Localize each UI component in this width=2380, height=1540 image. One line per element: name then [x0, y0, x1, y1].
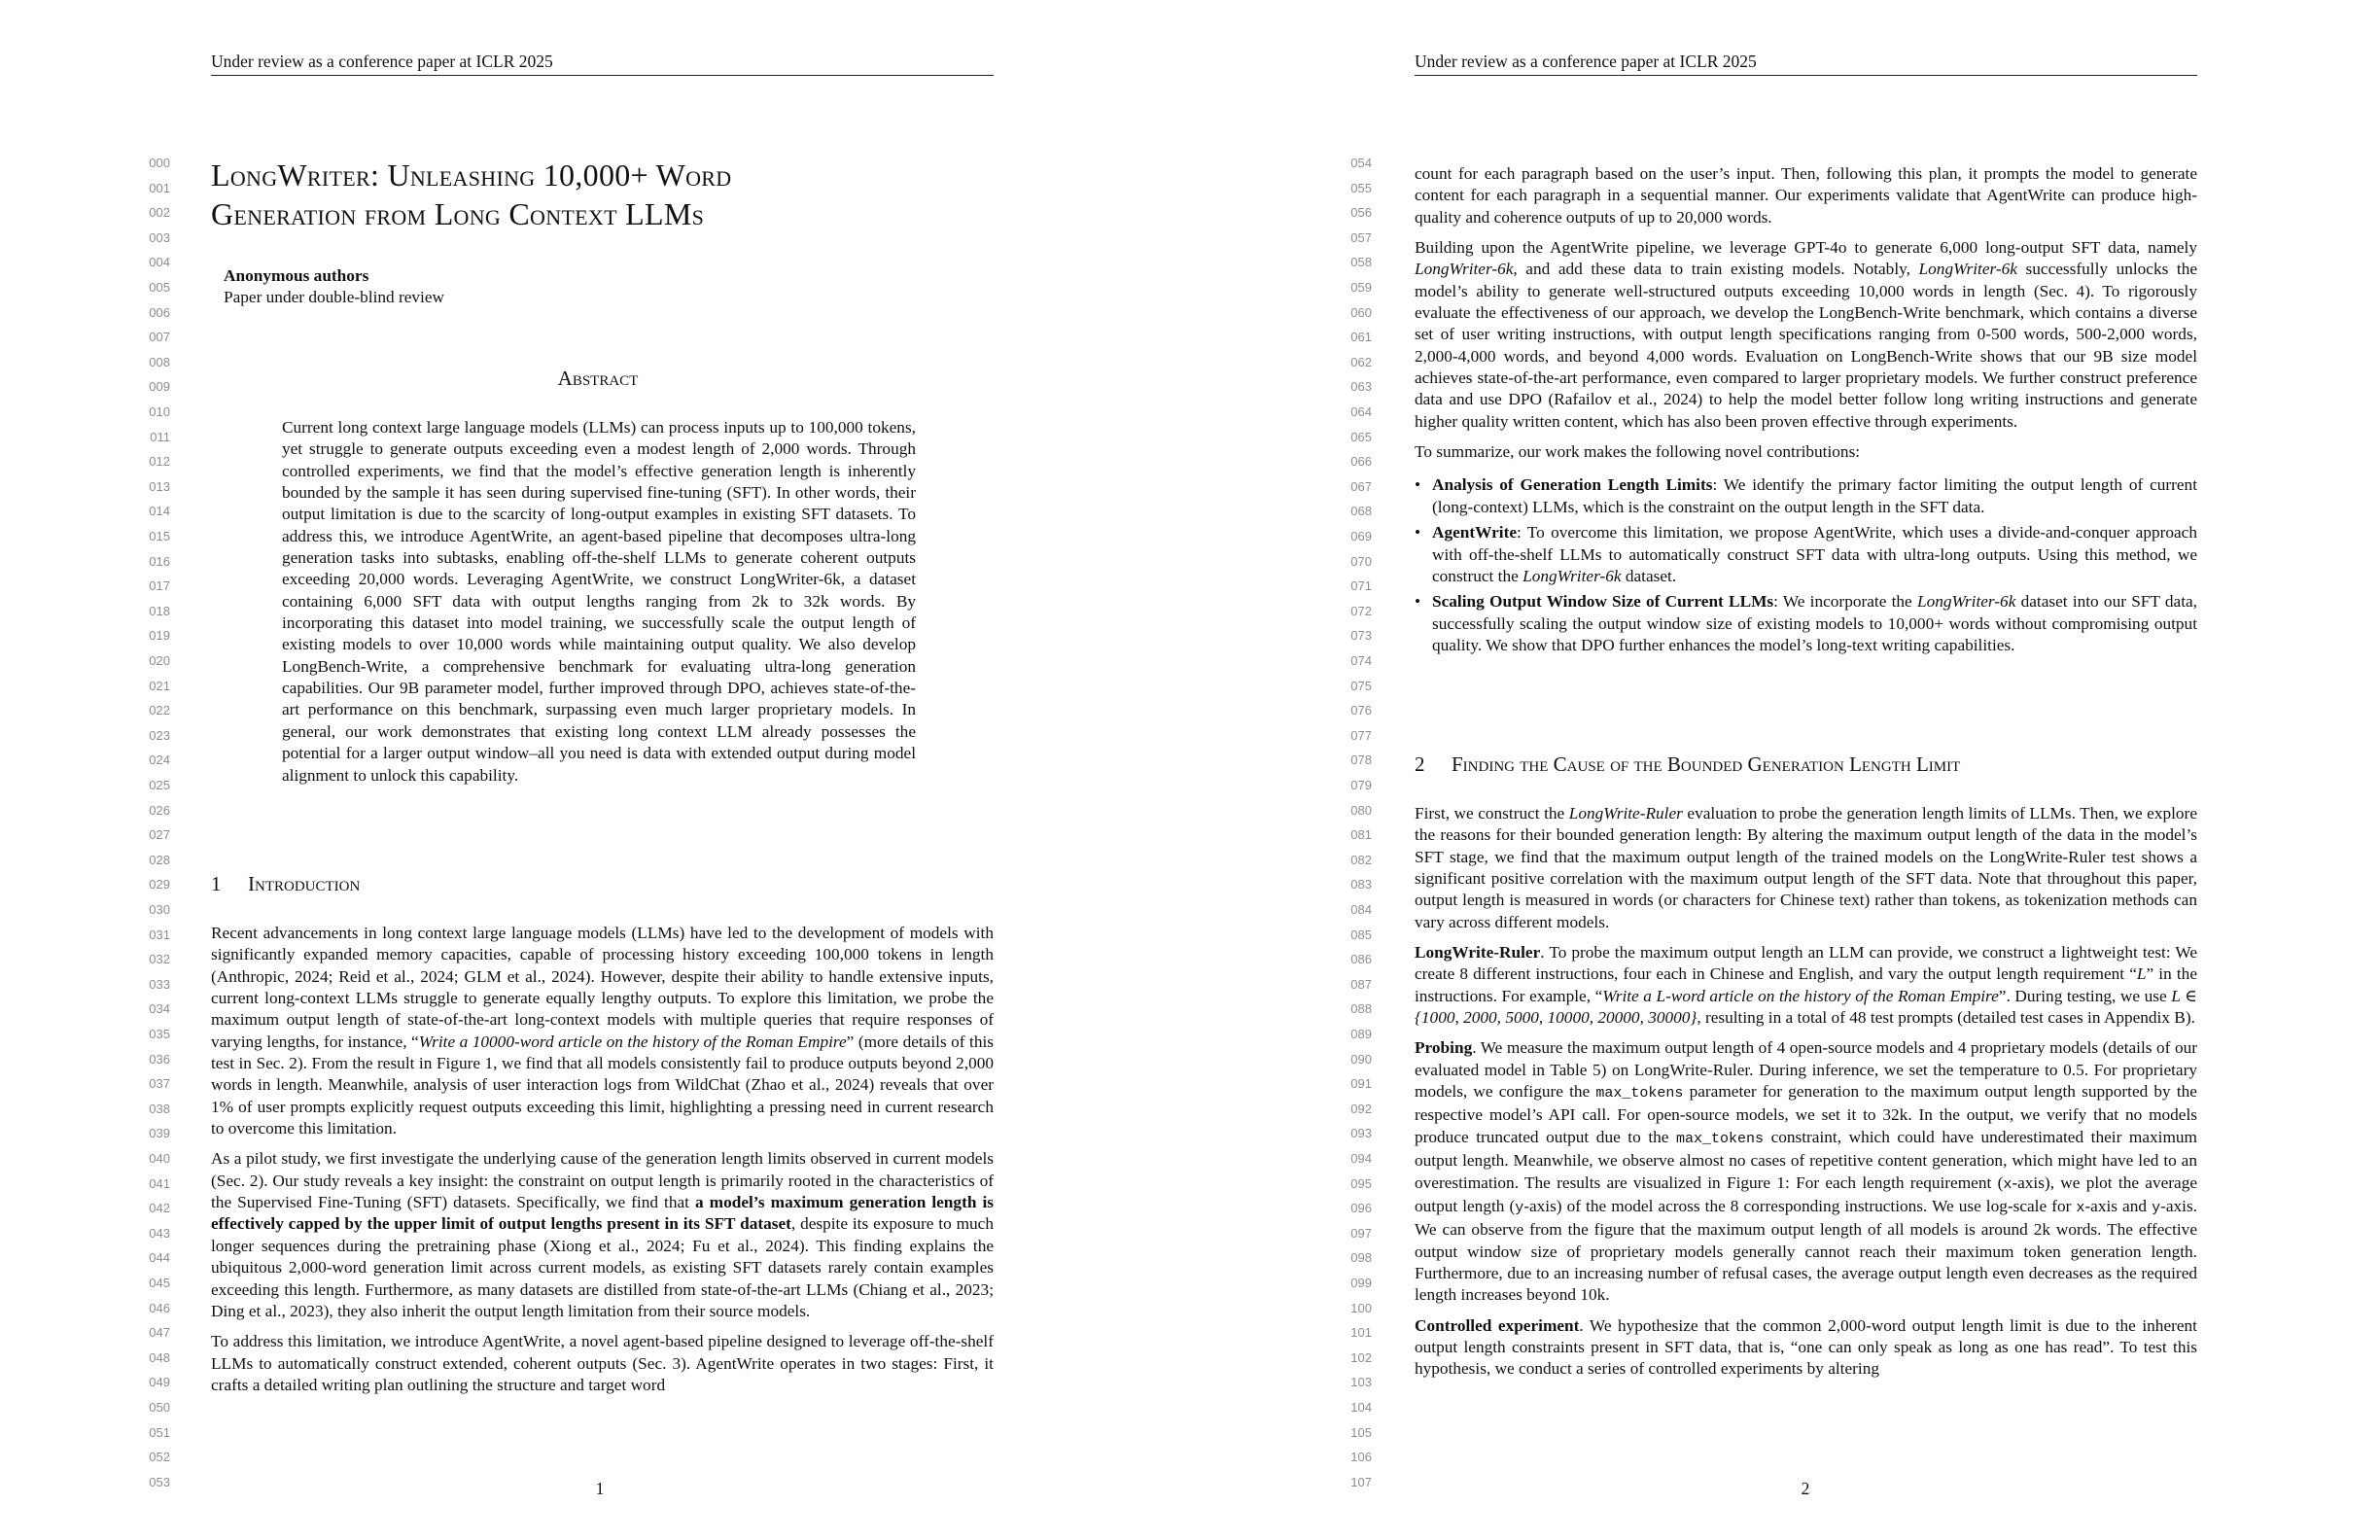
- p2-paragraph-2: [1415, 237, 2197, 433]
- line-number: 021: [149, 678, 170, 693]
- contribution-title: Analysis of Generation Length Limits: [1432, 475, 1713, 495]
- line-number: 010: [149, 404, 170, 419]
- line-number: 040: [149, 1151, 170, 1166]
- line-number: 013: [149, 478, 170, 494]
- line-number: 048: [149, 1349, 170, 1365]
- line-number: 015: [149, 529, 170, 543]
- probing-paragraph: [1415, 1037, 2197, 1306]
- sec2-paragraph-1: [1415, 803, 2197, 933]
- ruler-set: L ∈ {1000, 2000, 5000, 10000, 20000, 30000}: [1415, 986, 2197, 1028]
- sec2-p1-b: evaluation to probe the generation length limits of LLMs. Then, we explore the reasons for their bounded generation length: By altering the maximum output length of the data in the model’s SFT stage, we find that the maximum output length of the trained models on the LongWrite-Ruler test shows a significant positive correlation with the maximum output length of the SFT data. Note that throughout this paper, output length is measured in words (or characters for Chinese text) rather than tokens, as tokenization methods can vary across different models.: [1415, 804, 2197, 931]
- line-number: 043: [149, 1225, 170, 1241]
- section-heading-cause: [1415, 752, 1960, 777]
- line-number: 106: [1350, 1450, 1372, 1465]
- section-number: 1: [211, 872, 222, 895]
- longwriter-6k-ref: LongWriter-6k: [1918, 260, 2017, 279]
- line-number: 053: [149, 1474, 170, 1489]
- x-axis-code: x: [2076, 1199, 2085, 1216]
- line-number: 078: [1350, 752, 1372, 768]
- line-number: 060: [1350, 304, 1372, 320]
- line-number: 073: [1350, 628, 1372, 644]
- page2-body: [1415, 163, 2197, 660]
- header-rule: [211, 75, 994, 76]
- line-number: 093: [1350, 1126, 1372, 1141]
- line-number: 094: [1350, 1151, 1372, 1166]
- line-number: 091: [1350, 1076, 1372, 1092]
- line-number: 041: [149, 1175, 170, 1191]
- intro-paragraph-1: Recent advancements in long context large language models (LLMs) have led to the development of models with significantly expanded memory capacities, capable of processing history exceeding 100,000 tokens in length (Anthropic, 2024; Reid et al., 2024; GLM et al., 2024). However, despite their ability to handle extensive inputs, current long-context LLMs struggle to generate equally lengthy outputs. To explore this limitation, we probe the maximum output length of state-of-the-art long-context models with multiple queries that require responses of varying lengths, for instance, “Write a 10000-word article on the history of the Roman Empire” (more details of this test in Sec. 2). From the result in Figure 1, we find that all models consistently fail to produce outputs beyond 2,000 words in length. Meanwhile, analysis of user interaction logs from WildChat (Zhao et al., 2024) reveals that over 1% of user prompts explicitly request outputs exceeding this limit, highlighting a pressing need in current research to overcome this limitation.: [211, 924, 994, 1138]
- review-note: Paper under double-blind review: [224, 288, 444, 307]
- intro-p2-bold: a model’s maximum generation length is effectively capped by the upper limit of output lengths present in its SFT dataset: [211, 1193, 994, 1234]
- line-number: 012: [149, 454, 170, 470]
- ruler-paragraph: [1415, 942, 2197, 1029]
- line-number: 047: [149, 1325, 170, 1341]
- line-number: 069: [1350, 529, 1372, 543]
- line-number: 046: [149, 1300, 170, 1315]
- line-number: 096: [1350, 1201, 1372, 1216]
- ruler-L: L: [2136, 964, 2147, 984]
- longwrite-ruler-ref: LongWrite-Ruler: [1568, 804, 1683, 822]
- line-number: 000: [149, 156, 170, 170]
- line-number: 059: [1350, 280, 1372, 295]
- running-header: Under review as a conference paper at ICLR 2025: [1415, 52, 1757, 71]
- paragraph-title: Probing: [1415, 1038, 1473, 1058]
- page-number: 2: [1801, 1479, 1810, 1498]
- ruler-d: , resulting in a total of 48 test prompts (detailed test cases in Appendix B).: [1697, 1008, 2195, 1028]
- contribution-text: : We incorporate the: [1773, 592, 1912, 612]
- line-number: 071: [1350, 578, 1372, 594]
- contribution-item: • Scaling Output Window Size of Current LLMs: We incorporate the LongWriter-6k dataset into our SFT data, successfully scaling the output window size of existing models to 10,000+ words without compromising output quality. We show that DPO further enhances the model’s long-text writing capabilities.: [1415, 592, 2197, 654]
- line-number: 044: [149, 1250, 170, 1266]
- longwriter-6k-ref: LongWriter-6k: [1522, 566, 1622, 585]
- line-number: 006: [149, 304, 170, 320]
- line-number: 025: [149, 778, 170, 792]
- p2-para2-c: successfully unlocks the model’s ability to generate well-structured outputs exceeding 10,000 words in length (Sec. 4). To rigorously evaluate the effectiveness of our approach, we develop the LongBench-Write benchmark, which contains a diverse set of user writing instructions, with output length specifications ranging from 0-500 words, 500-2,000 words, 2,000-4,000 words, and beyond 4,000 words. Evaluation on LongBench-Write shows that our 9B size model achieves state-of-the-art performance, even compared to larger proprietary models. We further construct preference data and use DPO (Rafailov et al., 2024) to help the model better follow long writing instructions and generate higher quality written content, which has also been proven effective through experiments.: [1415, 260, 2198, 431]
- line-number: 072: [1350, 603, 1372, 618]
- ruler-b: ” in the instructions. For example, “: [1415, 964, 2197, 1005]
- line-number: 003: [149, 229, 170, 245]
- line-number: 058: [1350, 255, 1372, 270]
- contributions-list: [1415, 474, 2197, 656]
- line-number: 027: [149, 827, 170, 843]
- line-number: 079: [1350, 778, 1372, 792]
- intro-p2-text: As a pilot study, we first investigate the underlying cause of the generation length limits observed in current models (Sec. 2). Our study reveals a key insight: the constraint on output length is primarily rooted in the characteristics of the Supervised Fine-Tuning (SFT) datasets. Specifically, we find that: [211, 1149, 994, 1212]
- intro-p2-end: , despite its exposure to much longer sequences during the pretraining phase (Xiong et al., 2024; Fu et al., 2024). This finding explains the ubiquitous 2,000-word generation limit across current models, as existing SFT datasets rarely contain examples exceeding this length. Furthermore, as many datasets are distilled from state-of-the-art LLMs (Chiang et al., 2023; Ding et al., 2023), they also inherit the output length limitation from their source models.: [211, 1214, 994, 1320]
- line-number: 064: [1350, 404, 1372, 419]
- ruler-example: Write a L-word article on the history of the Roman Empire: [1602, 986, 1999, 1005]
- authors: Anonymous authors: [224, 266, 369, 285]
- line-number: 045: [149, 1276, 170, 1290]
- contribution-text: : We identify the primary factor limiting the output length of current (long-context) LLMs, which is the constraint on the output length in the SFT data.: [1432, 475, 2197, 516]
- title-line-1: LongWriter: Unleashing 10,000+ Word: [211, 158, 732, 192]
- line-number: 085: [1350, 927, 1372, 942]
- line-number: 031: [149, 927, 170, 942]
- line-number: 034: [149, 1001, 170, 1017]
- max-tokens-code: max_tokens: [1595, 1085, 1684, 1102]
- y-axis-code: y: [2152, 1199, 2161, 1216]
- section-heading-introduction: [211, 871, 360, 896]
- line-number: 097: [1350, 1225, 1372, 1241]
- line-number: 035: [149, 1027, 170, 1041]
- line-number: 095: [1350, 1175, 1372, 1191]
- line-number: 061: [1350, 330, 1372, 345]
- intro-p1-text: Recent advancements in long context large language models (LLMs) have led to the development of models with significantly expanded memory capacities, capable of processing history exceeding 100,000 tokens in length (Anthropic, 2024; Reid et al., 2024; GLM et al., 2024). However, despite their ability to handle extensive inputs, current long-context LLMs struggle to generate equally lengthy outputs. To explore this limitation, we probe the maximum output length of state-of-the-art long-context models with multiple queries that require responses of varying lengths, for instance,: [211, 924, 994, 1051]
- intro-paragraph-3: To address this limitation, we introduce AgentWrite, a novel agent-based pipeline designed to leverage off-the-shelf LLMs to automatically construct extended, coherent outputs (Sec. 3). AgentWrite operates in two stages: First, it crafts a detailed writing plan outlining the structure and target word: [211, 1332, 994, 1394]
- running-header: Under review as a conference paper at ICLR 2025: [211, 52, 553, 71]
- line-number: 105: [1350, 1424, 1372, 1440]
- p2-para2-b: , and add these data to train existing models. Notably,: [1513, 260, 1910, 279]
- controlled-paragraph: [1415, 1315, 2197, 1381]
- line-number: 102: [1350, 1349, 1372, 1365]
- line-number: 056: [1350, 205, 1372, 221]
- section2-body: [1415, 803, 2197, 1381]
- introduction-body: [211, 923, 994, 1396]
- probing-e: -axis) of the model across the 8 corresponding instructions. We use log-scale for: [1523, 1196, 2072, 1215]
- line-number: 038: [149, 1101, 170, 1116]
- line-number: 076: [1350, 703, 1372, 718]
- line-number: 086: [1350, 952, 1372, 967]
- line-number: 016: [149, 553, 170, 569]
- line-number: 017: [149, 578, 170, 594]
- line-number: 032: [149, 952, 170, 967]
- line-number: 099: [1350, 1276, 1372, 1290]
- line-number: 023: [149, 727, 170, 743]
- probing-c: constraint, which could have underestimated their maximum output length. Meanwhile, we observe almost no cases of repetitive content generation, which might have led to an overestimation. The results are visualized in Figure 1: For each length requirement (: [1415, 1127, 2197, 1192]
- probing-b: parameter for generation to the maximum output length supported by the respective model’s API call. For open-source models, we set it to 32k. In the output, we verify that no models produce truncated output due to the: [1415, 1082, 2197, 1146]
- probing-f: -axis and: [2084, 1196, 2148, 1215]
- line-number: 092: [1350, 1101, 1372, 1116]
- line-number: 080: [1350, 802, 1372, 818]
- line-number: 030: [149, 902, 170, 917]
- line-number: 011: [150, 429, 170, 444]
- max-tokens-code: max_tokens: [1676, 1130, 1765, 1147]
- line-number: 028: [149, 852, 170, 867]
- contribution-item: • Analysis of Generation Length Limits: We identify the primary factor limiting the output length of current (long-context) LLMs, which is the constraint on the output length in the SFT data.: [1415, 475, 2197, 516]
- line-number: 042: [149, 1201, 170, 1216]
- line-number: 018: [149, 603, 170, 618]
- contribution-end: dataset into our SFT data, successfully scaling the output window size of existing models to 10,000+ words without compromising output quality. We show that DPO further enhances the model’s long-text writing capabilities.: [1432, 592, 2197, 654]
- paper-title: [211, 156, 731, 233]
- line-number: 039: [149, 1126, 170, 1141]
- line-number: 049: [149, 1375, 170, 1390]
- line-number: 068: [1350, 504, 1372, 519]
- line-number: 089: [1350, 1027, 1372, 1041]
- line-number: 087: [1350, 976, 1372, 992]
- line-number: 002: [149, 205, 170, 221]
- line-number: 066: [1350, 454, 1372, 470]
- section-number: 2: [1415, 752, 1425, 776]
- line-number: 074: [1350, 653, 1372, 668]
- line-number: 067: [1350, 478, 1372, 494]
- line-number: 100: [1350, 1300, 1372, 1315]
- title-line-2: Generation from Long Context LLMs: [211, 196, 705, 231]
- line-number: 103: [1350, 1375, 1372, 1390]
- line-number: 104: [1350, 1400, 1372, 1415]
- line-number: 101: [1350, 1325, 1372, 1341]
- author-block: [224, 265, 444, 309]
- line-number: 051: [149, 1424, 170, 1440]
- line-number: 026: [149, 802, 170, 818]
- line-number: 063: [1350, 379, 1372, 395]
- line-number: 070: [1350, 553, 1372, 569]
- line-number: 057: [1350, 229, 1372, 245]
- ruler-c: ”. During testing, we use: [1998, 986, 2167, 1005]
- contribution-title: AgentWrite: [1432, 523, 1518, 542]
- line-number: 055: [1350, 180, 1372, 195]
- line-number: 022: [149, 703, 170, 718]
- contribution-text: : To overcome this limitation, we propose AgentWrite, which uses a divide-and-conquer approach with off-the-shelf LLMs to automatically construct SFT data with ultra-long outputs. Using this method, we construct the: [1432, 523, 2197, 585]
- ruler-a: . To probe the maximum output length an LLM can provide, we construct a lightweight test: We create 8 different instructions, four each in Chinese and English, and vary the output length requirement “: [1415, 943, 2197, 984]
- line-number: 037: [149, 1076, 170, 1092]
- intro-p1-quote: Write a 10000-word article on the history of the Roman Empire: [418, 1032, 847, 1051]
- contribution-end: dataset.: [1625, 566, 1677, 585]
- line-number: 054: [1350, 156, 1372, 170]
- line-number: 107: [1350, 1474, 1372, 1489]
- intro-paragraph-2: [211, 1148, 994, 1322]
- line-number: 020: [149, 653, 170, 668]
- line-number: 065: [1350, 429, 1372, 444]
- section-title: Finding the Cause of the Bounded Generation Length Limit: [1452, 752, 1961, 776]
- sec2-p1-a: First, we construct the: [1415, 804, 1565, 822]
- line-number: 052: [149, 1450, 170, 1465]
- line-number: 084: [1350, 902, 1372, 917]
- paragraph-title: Controlled experiment: [1415, 1315, 1580, 1335]
- line-number: 024: [149, 752, 170, 768]
- line-number: 007: [149, 330, 170, 345]
- paragraph-title: LongWrite-Ruler: [1415, 943, 1541, 962]
- longwriter-6k-ref: LongWriter-6k: [1415, 260, 1514, 279]
- probing-d: -axis), we plot the average output length (: [1415, 1172, 2197, 1215]
- probing-g: -axis. We can observe from the figure that the maximum output length of all models is around 2k words. The effective output window size of proprietary models generally cannot reach their maximum token generation length. Furthermore, due to an increasing number of refusal cases, the average output length even decreases as the required length increases beyond 10k.: [1415, 1196, 2197, 1305]
- line-number: 050: [149, 1400, 170, 1415]
- header-rule: [1415, 75, 2197, 76]
- line-number: 005: [149, 280, 170, 295]
- abstract-heading: Abstract: [557, 367, 639, 390]
- section-title: Introduction: [248, 872, 361, 895]
- abstract-text: Current long context large language models (LLMs) can process inputs up to 100,000 tokens, yet struggle to generate outputs exceeding even a modest length of 2,000 words. Through controlled experiments, we find that the model’s effective generation length is inherently bounded by the sample it has seen during supervised fine-tuning (SFT). In other words, their output limitation is due to the scarcity of long-output examples in existing SFT datasets. To address this, we introduce AgentWrite, an agent-based pipeline that decomposes ultra-long generation tasks into subtasks, enabling off-the-shelf LLMs to generate coherent outputs exceeding 20,000 words. Leveraging AgentWrite, we construct LongWriter-6k, a dataset containing 6,000 SFT data with output lengths ranging from 2k to 32k words. By incorporating this dataset into model training, we successfully scale the output length of existing models to over 10,000 words while maintaining output quality. We also develop LongBench-Write, a comprehensive benchmark for evaluating ultra-long generation capabilities. Our 9B parameter model, further improved through DPO, achieves state-of-the-art performance on this benchmark, surpassing even much larger proprietary models. In general, our work demonstrates that existing long context LLM already possesses the potential for a larger output window–all you need is data with extended output during model alignment to unlock this capability.: [282, 418, 916, 785]
- line-number: 014: [149, 504, 170, 519]
- line-number: 081: [1350, 827, 1372, 843]
- line-number: 062: [1350, 354, 1372, 369]
- longwriter-6k-ref: LongWriter-6k: [1916, 592, 2016, 612]
- controlled-text: . We hypothesize that the common 2,000-word output length limit is due to the inherent output length constraints present in SFT data, that is, “one can only speak as long as one has read”. To test this hypothesis, we conduct a series of controlled experiments by altering: [1415, 1315, 2197, 1379]
- p2-para2-a: Building upon the AgentWrite pipeline, we leverage GPT-4o to generate 6,000 long-output SFT data, namely: [1415, 238, 2197, 258]
- line-number: 001: [149, 180, 170, 195]
- line-number: 009: [149, 379, 170, 395]
- page-2: [1190, 0, 2380, 1540]
- line-number: 082: [1350, 852, 1372, 867]
- line-number: 098: [1350, 1250, 1372, 1266]
- p2-summarize: To summarize, our work makes the following novel contributions:: [1415, 442, 1861, 462]
- contribution-title: Scaling Output Window Size of Current LLMs: [1432, 592, 1774, 612]
- abstract: [282, 417, 916, 787]
- contribution-item: • AgentWrite: To overcome this limitation, we propose AgentWrite, which uses a divide-and-conquer approach with off-the-shelf LLMs to automatically construct SFT data with ultra-long outputs. Using this method, we construct the LongWriter-6k dataset.: [1415, 523, 2197, 585]
- line-number: 088: [1350, 1001, 1372, 1017]
- line-number: 008: [149, 354, 170, 369]
- line-number: 036: [149, 1051, 170, 1067]
- line-number: 077: [1350, 727, 1372, 743]
- line-number: 090: [1350, 1051, 1372, 1067]
- probing-a: . We measure the maximum output length of 4 open-source models and 4 proprietary models (details of our evaluated model in Table 5) on LongWrite-Ruler. During inference, we set the temperature to 0.5. For proprietary models, we configure the: [1415, 1038, 2197, 1102]
- line-number: 019: [149, 628, 170, 644]
- p2-paragraph-1: count for each paragraph based on the user’s input. Then, following this plan, it prompts the model to generate content for each paragraph in a sequential manner. Our experiments validate that AgentWrite can produce high-quality and coherence outputs of up to 20,000 words.: [1415, 164, 2197, 227]
- line-number: 033: [149, 976, 170, 992]
- intro-p1-end: (more details of this test in Sec. 2). From the result in Figure 1, we find that all models consistently fail to produce outputs beyond 2,000 words in length. Meanwhile, analysis of user interaction logs from WildChat (Zhao et al., 2024) reveals that over 1% of user prompts explicitly request outputs exceeding this limit, highlighting a pressing need in current research to overcome this limitation.: [211, 1032, 994, 1138]
- x-axis-code: x: [2003, 1175, 2012, 1193]
- line-number: 075: [1350, 678, 1372, 693]
- page-number: 1: [595, 1479, 605, 1498]
- line-number: 083: [1350, 877, 1372, 892]
- line-number: 029: [149, 877, 170, 892]
- line-number: 004: [149, 255, 170, 270]
- y-axis-code: y: [1515, 1199, 1524, 1216]
